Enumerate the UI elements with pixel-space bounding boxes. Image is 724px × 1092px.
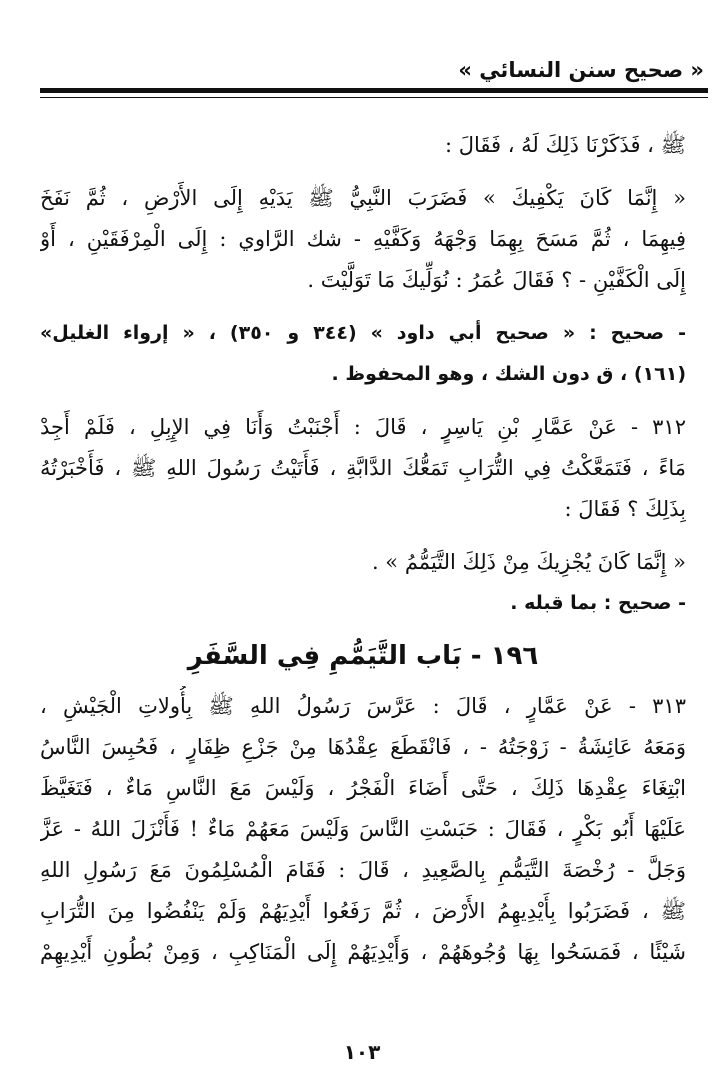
running-header <box>0 52 724 92</box>
text-line: ابْتِغَاءَ عِقْدِهَا ذَلِكَ ، حَتَّى أَضَاءَ الْفَجْرُ ، وَلَيْسَ مَعَ النَّاسِ مَاءٌ ، فَتَغَيَّظَ <box>40 776 686 800</box>
grading-line: (١٦١) ، ق دون الشك ، وهو المحفوظ . <box>331 363 686 385</box>
page-number: ١٠٣ <box>343 1040 381 1064</box>
section-heading: ١٩٦ - بَاب التَّيَمُّمِ فِي السَّفَرِ <box>187 641 539 671</box>
header-rule-thick <box>40 88 708 93</box>
text-line: « إِنَّمَا كَانَ يُجْزِيكَ مِنْ ذَلِكَ التَّيَمُّمُ » . <box>371 550 686 574</box>
text-line: ٣١٢ - عَنْ عَمَّارِ بْنِ يَاسِرٍ ، قَالَ : أَجْنَبْتُ وَأَنَا فِي الإِبِلِ ، فَلَمْ أَجِدْ <box>40 415 686 439</box>
text-line: عَلَيْهَا أَبُو بَكْرٍ ، فَقَالَ : حَبَسْتِ النَّاسَ وَلَيْسَ مَعَهُمْ مَاءٌ ! فَأَنْزَلَ اللهُ - عَزَّ <box>40 817 686 841</box>
text-line: ﷺ ، فَضَرَبُوا بِأَيْدِيهِمُ الأَرْضَ ، ثُمَّ رَفَعُوا أَيْدِيَهُمْ وَلَمْ يَنْفُضُوا مِنَ التُّرَابِ <box>40 899 686 923</box>
grading-line: - صحيح : « صحيح أبي داود » (٣٤٤ و ٣٥٠) ، « إرواء الغليل» <box>40 322 686 344</box>
text-line: بِذَلِكَ ؟ فَقَالَ : <box>564 497 686 521</box>
grading-line: - صحيح : بما قبله . <box>510 592 686 614</box>
text-line: ٣١٣ - عَنْ عَمَّارٍ ، قَالَ : عَرَّسَ رَسُولُ اللهِ ﷺ بِأُولاتِ الْجَيْشِ ، <box>40 694 686 718</box>
text-line: مَاءً ، فَتَمَعَّكْتُ فِي التُّرَابِ تَمَعُّكَ الدَّابَّةِ ، فَأَتَيْتُ رَسُولَ اللهِ ﷺ ، فَأَخْبَرْتُهُ <box>40 456 686 480</box>
text-line: « إِنَّمَا كَانَ يَكْفِيكَ » فَضَرَبَ النَّبِيُّ ﷺ يَدَيْهِ إِلَى الأَرْضِ ، ثُمَّ نَفَخَ <box>40 186 686 210</box>
text-line: فِيهِمَا ، ثُمَّ مَسَحَ بِهِمَا وَجْهَهُ وَكَفَّيْهِ - شك الرَّاوي : إِلَى الْمِرْفَقَيْنِ ، أَوْ <box>40 227 686 251</box>
text-line: وَمَعَهُ عَائِشَةُ - زَوْجَتُهُ - ، فَانْقَطَعَ عِقْدُهَا مِنْ جَزْعِ ظِفَارٍ ، فَحُبِسَ النَّاسُ <box>40 735 686 759</box>
book-title: « صحيح سنن النسائي » <box>458 58 704 82</box>
text-line: شَيْئًا ، فَمَسَحُوا بِهَا وُجُوهَهُمْ ، وَأَيْدِيَهُمْ إِلَى الْمَنَاكِبِ ، وَمِنْ بُطُونِ أَيْدِيهِمْ <box>40 940 686 964</box>
header-rule-thin <box>40 97 708 98</box>
page-body <box>40 125 686 973</box>
text-line: إِلَى الْكَفَّيْنِ - ؟ فَقَالَ عُمَرُ : نُوَلِّيكَ مَا تَوَلَّيْتَ . <box>307 268 686 292</box>
text-line: وَجَلَّ - رُخْصَةَ التَّيَمُّمِ بِالصَّعِيدِ ، قَالَ : فَقَامَ الْمُسْلِمُونَ مَعَ رَسُولِ اللهِ <box>40 858 686 882</box>
text-line: ﷺ ، فَذَكَرْنَا ذَلِكَ لَهُ ، فَقَالَ : <box>444 133 686 157</box>
